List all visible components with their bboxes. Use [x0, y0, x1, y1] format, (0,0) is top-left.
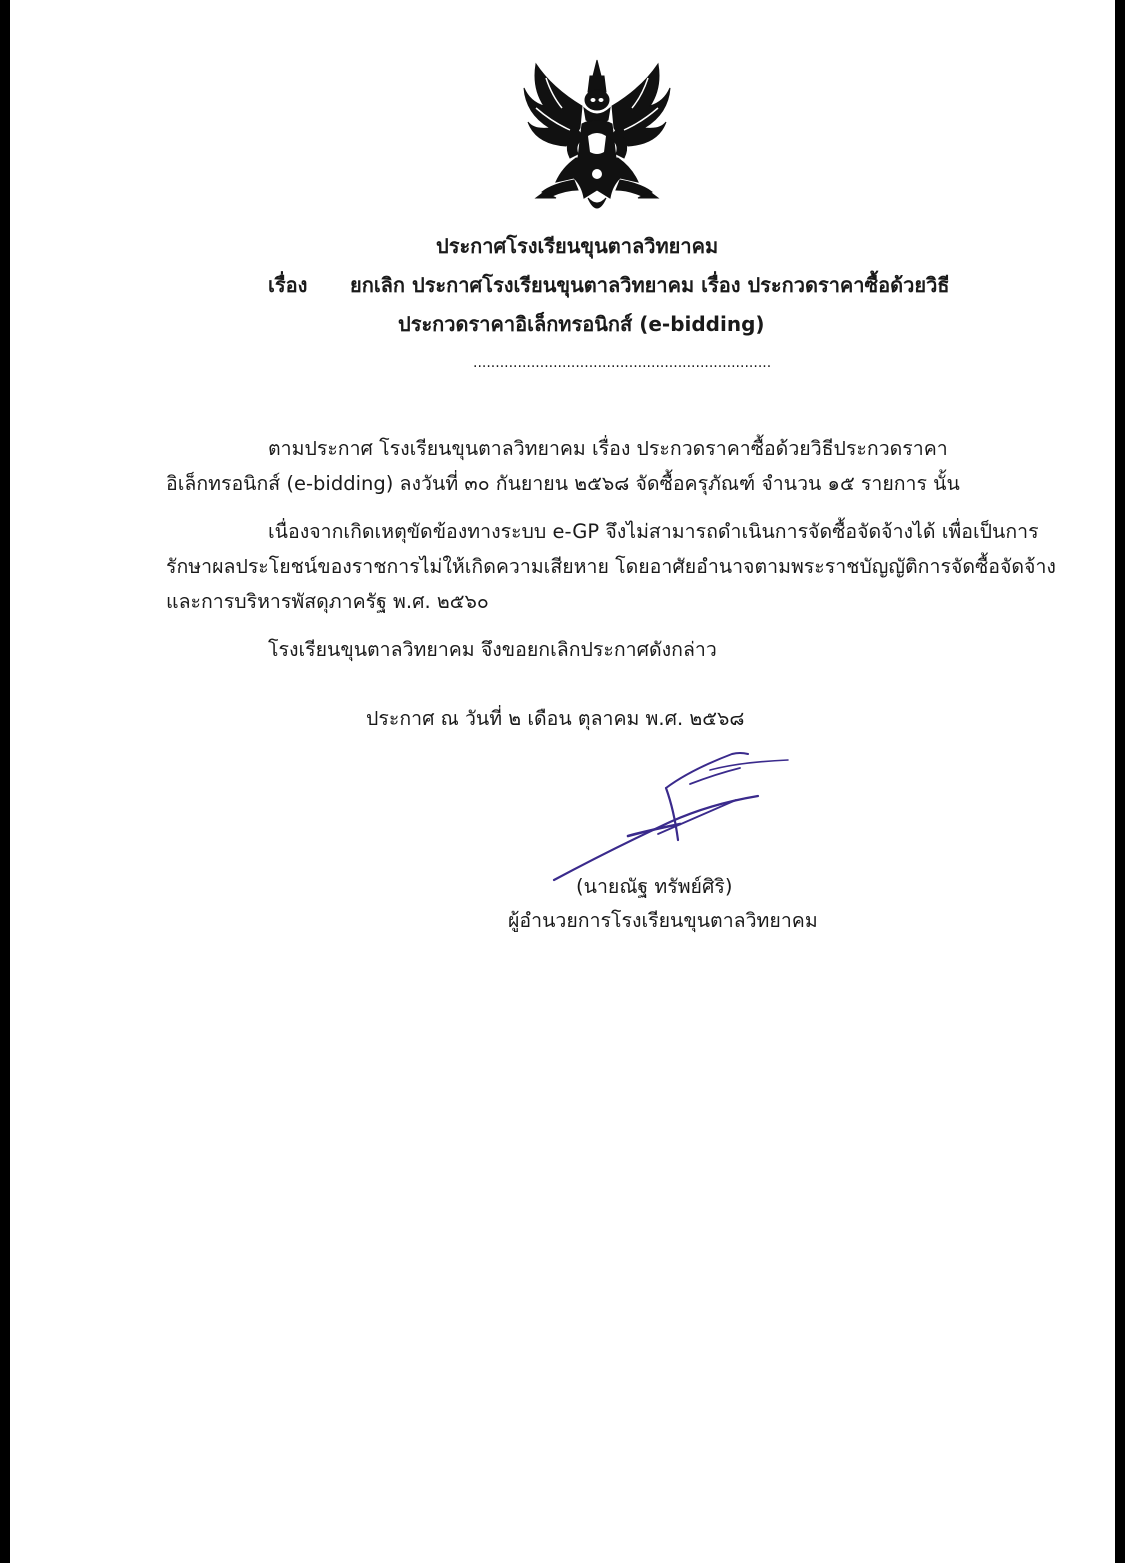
document-title: ประกาศโรงเรียนขุนตาลวิทยาคม	[436, 234, 719, 258]
signer-position: ผู้อำนวยการโรงเรียนขุนตาลวิทยาคม	[508, 909, 818, 932]
paragraph2-line1: เนื่องจากเกิดเหตุขัดข้องทางระบบ e-GP จึงไม่สามารถดำเนินการจัดซื้อจัดจ้างได้ เพื่อเป็นการ	[268, 520, 1039, 543]
paragraph1-line2: อิเล็กทรอนิกส์ (e-bidding) ลงวันที่ ๓๐ กันยายน ๒๕๖๘ จัดซื้อครุภัณฑ์ จำนวน ๑๕ รายการ นั้น	[166, 472, 960, 495]
subject-text-line1: ยกเลิก ประกาศโรงเรียนขุนตาลวิทยาคม เรื่อง ประกวดราคาซื้อด้วยวิธี	[350, 273, 950, 297]
paragraph2-line3: และการบริหารพัสดุภาครัฐ พ.ศ. ๒๕๖๐	[166, 590, 489, 613]
subject-label: เรื่อง	[268, 273, 308, 297]
signer-name: (นายณัฐ ทรัพย์ศิริ)	[576, 875, 733, 898]
document-page	[10, 0, 1115, 1563]
garuda-emblem-icon	[522, 58, 672, 220]
separator-dots: ...................................................................	[473, 355, 772, 371]
announce-date: ประกาศ ณ วันที่ ๒ เดือน ตุลาคม พ.ศ. ๒๕๖๘	[366, 707, 745, 730]
paragraph3: โรงเรียนขุนตาลวิทยาคม จึงขอยกเลิกประกาศดังกล่าว	[268, 638, 717, 661]
paragraph2-line2: รักษาผลประโยชน์ของราชการไม่ให้เกิดความเสียหาย โดยอาศัยอำนาจตามพระราชบัญญัติการจัดซื้อจัดจ้าง	[166, 555, 1056, 578]
paragraph1-line1: ตามประกาศ โรงเรียนขุนตาลวิทยาคม เรื่อง ประกวดราคาซื้อด้วยวิธีประกวดราคา	[268, 437, 948, 460]
subject-text-line2: ประกวดราคาอิเล็กทรอนิกส์ (e-bidding)	[398, 312, 765, 336]
subject-line	[268, 272, 950, 298]
signature-icon	[540, 740, 800, 890]
